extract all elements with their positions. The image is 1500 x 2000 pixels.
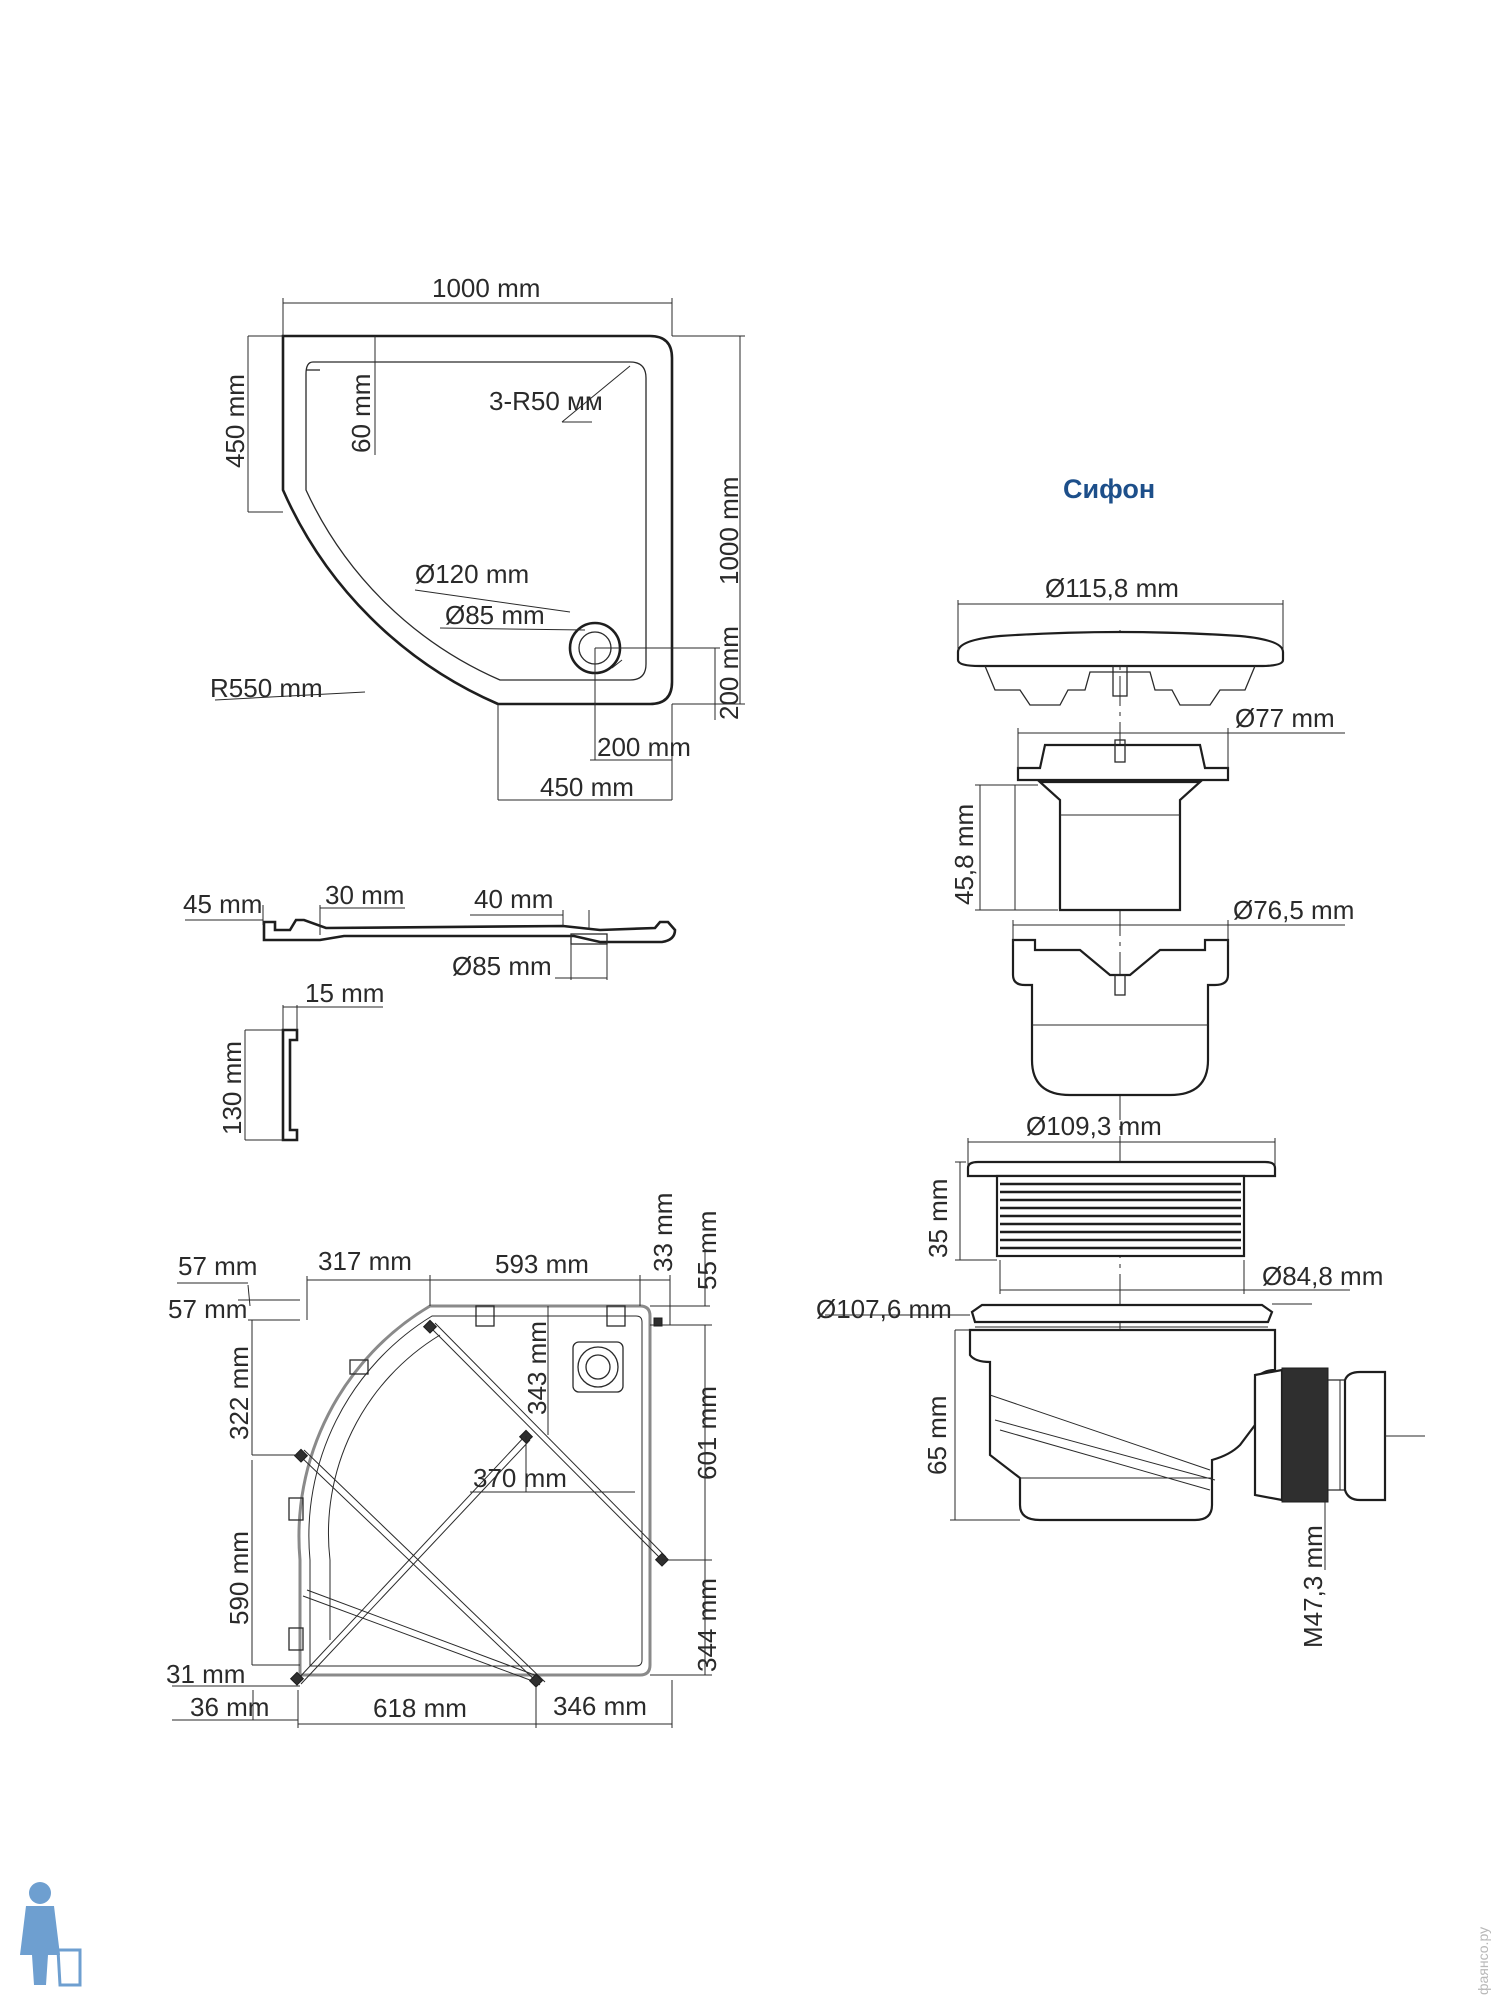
dim-body-dia: Ø77 mm: [1235, 703, 1335, 733]
dim-drain-outer: Ø120 mm: [415, 559, 530, 589]
dim-drain-dia: Ø85 mm: [452, 951, 552, 981]
dim-frame-bottom-a: 618 mm: [373, 1693, 467, 1723]
plumber-logo-icon: [20, 1882, 80, 1985]
dim-corner-radius: 3-R50 мм: [489, 386, 603, 416]
dim-panel-height: 130 mm: [217, 1041, 247, 1135]
dim-step: 30 mm: [325, 880, 405, 910]
watermark: фаянсо.ру: [1475, 1926, 1491, 1995]
dim-frame-mid: 370 mm: [473, 1463, 567, 1493]
dim-frame-drain-v: 343 mm: [522, 1321, 552, 1415]
dim-drain-x: 200 mm: [597, 732, 691, 762]
siphon-title: Сифон: [1063, 474, 1156, 504]
dim-frame-left-top: 57 mm: [168, 1294, 248, 1324]
dim-body-height: 45,8 mm: [949, 803, 979, 905]
dim-cap-dia: Ø115,8 mm: [1045, 573, 1179, 603]
dim-frame-left-bottom: 31 mm: [166, 1659, 246, 1689]
dim-height: 1000 mm: [714, 476, 744, 585]
dim-frame-right-b: 344 mm: [692, 1578, 722, 1672]
dim-frame-right-a: 601 mm: [692, 1386, 722, 1480]
dim-frame-top-b: 593 mm: [495, 1249, 589, 1279]
dim-outlet-thread: M47,3 mm: [1298, 1525, 1328, 1648]
dim-frame-top-a: 317 mm: [318, 1246, 412, 1276]
siphon-drawing: [825, 600, 1425, 1570]
dim-thread-height: 35 mm: [923, 1178, 953, 1258]
dim-frame-top-left: 57 mm: [178, 1251, 258, 1281]
dim-drain-y: 200 mm: [714, 626, 744, 720]
dim-frame-top-c: 33 mm: [648, 1192, 678, 1272]
dim-frame-left-b: 590 mm: [224, 1531, 254, 1625]
dim-cup-dia: Ø76,5 mm: [1233, 895, 1355, 925]
dim-frame-bottom-b: 346 mm: [553, 1691, 647, 1721]
dim-drain-inner: Ø85 mm: [445, 600, 545, 630]
dim-thread-dia: Ø84,8 mm: [1262, 1261, 1384, 1291]
dim-nut-dia: Ø109,3 mm: [1026, 1111, 1162, 1141]
dim-frame-left-a: 322 mm: [224, 1346, 254, 1440]
dim-panel-thickness: 15 mm: [305, 978, 385, 1008]
dim-drain-depth: 40 mm: [474, 884, 554, 914]
tray-top-view: [215, 298, 745, 800]
dim-rim: 60 mm: [346, 373, 376, 453]
dim-arc-radius: R550 mm: [210, 673, 323, 703]
dim-frame-right-top: 55 mm: [692, 1210, 722, 1290]
tray-frame-view: [172, 1250, 712, 1728]
dim-side: 450 mm: [220, 374, 250, 468]
dim-width: 1000 mm: [432, 273, 541, 303]
dim-bottom-side: 450 mm: [540, 772, 634, 802]
dim-base-dia: Ø107,6 mm: [816, 1294, 952, 1324]
dim-depth: 45 mm: [183, 889, 263, 919]
panel-section-view: [245, 1005, 383, 1140]
dim-frame-bottom-left: 36 mm: [190, 1692, 270, 1722]
dim-base-height: 65 mm: [922, 1395, 952, 1475]
